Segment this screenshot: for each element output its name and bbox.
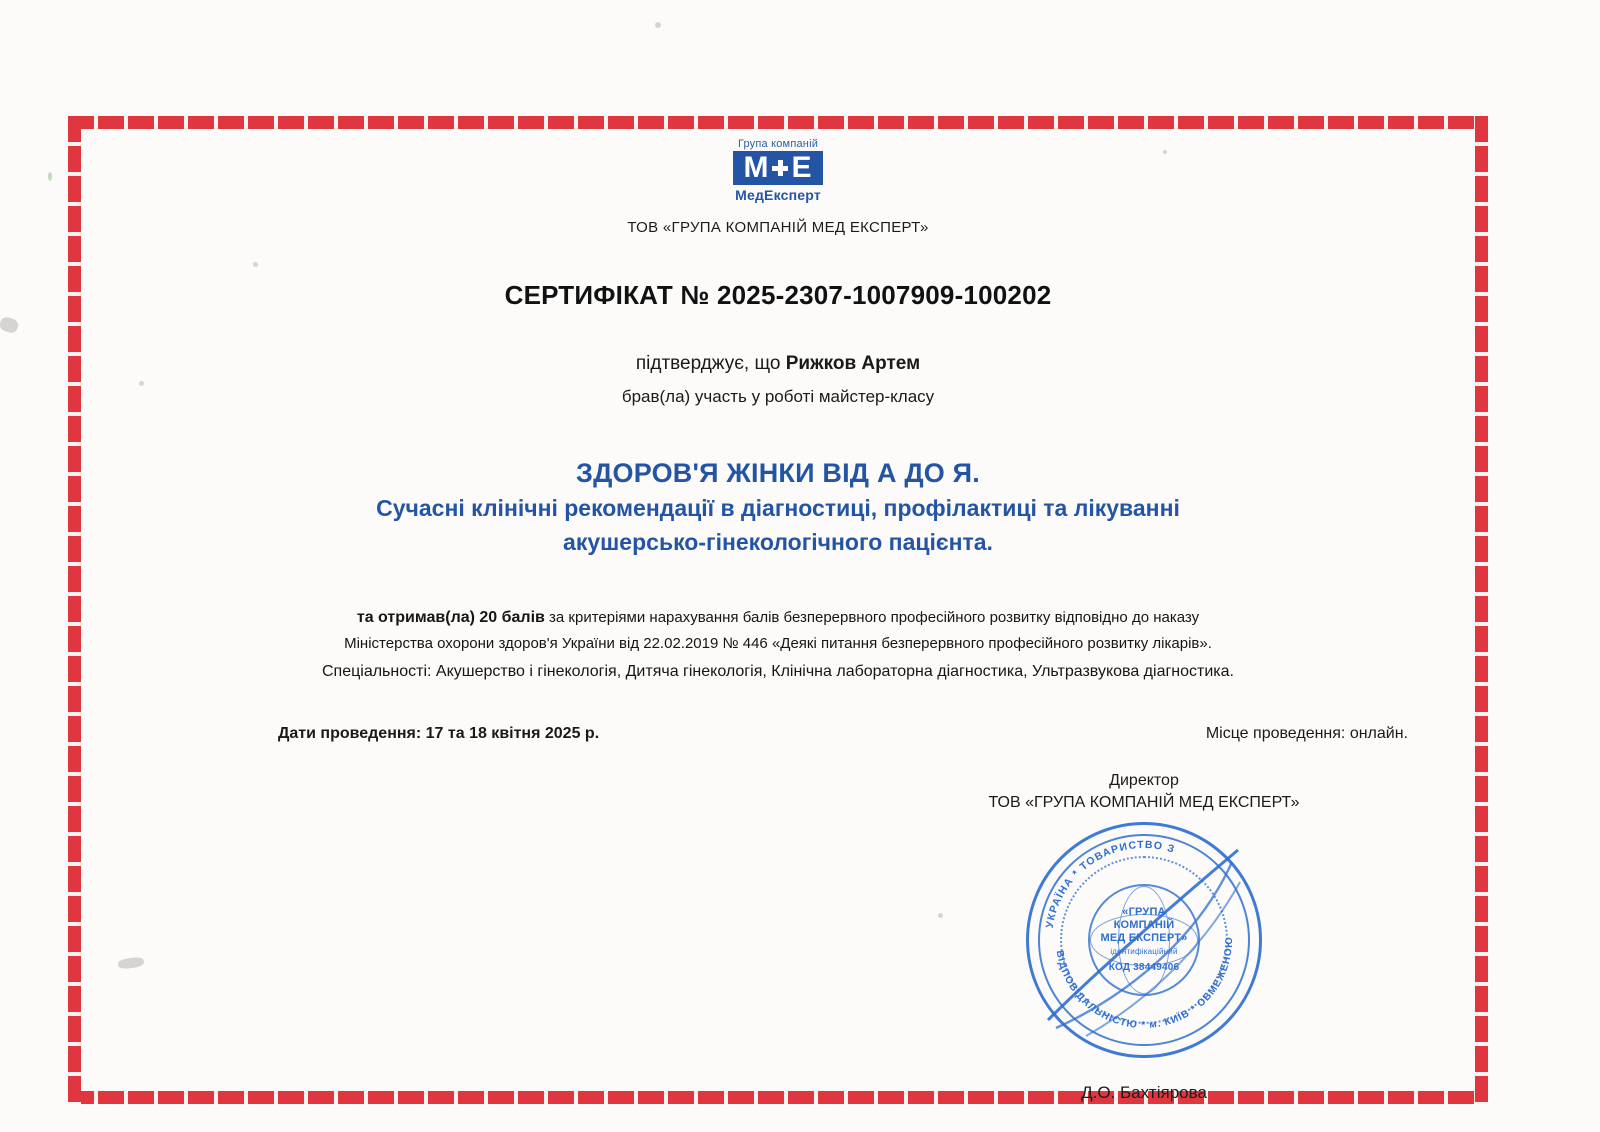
points-line bbox=[96, 605, 1460, 631]
certificate-number-title: СЕРТИФІКАТ № 2025-2307-1007909-100202 bbox=[504, 280, 1052, 310]
medical-cross-icon bbox=[772, 160, 788, 176]
border-right bbox=[1475, 116, 1488, 1104]
stamp-code: КОД 38449406 bbox=[1108, 962, 1180, 973]
logo-top-text: Група компаній bbox=[737, 138, 819, 150]
points-awarded: та отримав(ла) 20 балів bbox=[356, 609, 545, 626]
certificate-content bbox=[96, 130, 1460, 1102]
event-dates: Дати проведення: 17 та 18 квітня 2025 р. bbox=[278, 725, 600, 742]
border-left bbox=[68, 116, 81, 1104]
points-block bbox=[96, 605, 1460, 685]
scan-speck bbox=[48, 172, 52, 181]
svg-text:ВІДПОВІДАЛЬНІСТЮ * м. КИЇВ * О: ВІДПОВІДАЛЬНІСТЮ * м. КИЇВ * ОБМЕЖЕНОЮ bbox=[1053, 936, 1236, 1032]
event-title-line-2: Сучасні клінічні рекомендації в діагностиці, профілактиці та лікуванні bbox=[376, 495, 1180, 521]
participation-line: брав(ла) участь у роботі майстер-класу bbox=[621, 387, 935, 406]
event-place: Місце проведення: онлайн. bbox=[1205, 725, 1408, 742]
scan-smudge bbox=[0, 316, 20, 335]
logo-mark bbox=[733, 151, 822, 185]
signatory-name: Д.О. Бахтіярова bbox=[1081, 1083, 1207, 1102]
scan-speck bbox=[655, 22, 661, 28]
signatory-role: Директор bbox=[1109, 772, 1179, 789]
recipient-name: Рижков Артем bbox=[785, 353, 921, 374]
signature-block bbox=[914, 770, 1374, 1102]
event-meta-row bbox=[96, 725, 1460, 743]
signatory-company: ТОВ «ГРУПА КОМПАНІЙ МЕД ЕКСПЕРТ» bbox=[988, 794, 1300, 811]
company-logo bbox=[96, 138, 1460, 203]
company-name: ТОВ «ГРУПА КОМПАНІЙ МЕД ЕКСПЕРТ» bbox=[627, 219, 929, 236]
event-title-line-3: акушерсько-гінекологічного пацієнта. bbox=[563, 529, 993, 555]
points-criteria-text: за критеріями нарахування балів безперервного професійного розвитку відповідно до наказу bbox=[544, 609, 1200, 626]
stamp-inner-text bbox=[1026, 822, 1262, 1058]
logo-mark-letter-e: Е bbox=[791, 151, 813, 184]
logo-bottom-text: МедЕксперт bbox=[735, 187, 821, 203]
confirmation-line bbox=[96, 353, 1460, 375]
logo-mark-letter-m: М bbox=[743, 151, 770, 184]
stamp-inner-line-1: «ГРУПА bbox=[1122, 906, 1166, 918]
confirmation-prefix: підтверджує, що bbox=[635, 353, 786, 374]
specialties-line: Спеціальності: Акушерство і гінекологія, Дитяча гінекологія, Клінічна лабораторна діагностика, Ультразвукова діагностика. bbox=[321, 663, 1234, 680]
svg-text:УКРАЇНА * ТОВАРИСТВО З: УКРАЇНА * ТОВАРИСТВО З bbox=[1043, 838, 1177, 929]
order-reference-line: Міністерства охорони здоров'я України від 22.02.2019 № 446 «Деякі питання безперервного професійного розвитку лікарів». bbox=[344, 635, 1212, 652]
event-title bbox=[96, 455, 1460, 559]
event-title-line-1: ЗДОРОВ'Я ЖІНКИ ВІД А ДО Я. bbox=[575, 458, 980, 488]
border-top bbox=[68, 116, 1488, 129]
stamp-inner-line-2: КОМПАНІЙ bbox=[1113, 919, 1175, 931]
stamp-inner-line-4: ідентифікаційний bbox=[1110, 947, 1178, 956]
stamp-inner-line-3: МЕД ЕКСПЕРТ» bbox=[1100, 932, 1188, 944]
official-stamp bbox=[1026, 822, 1262, 1058]
